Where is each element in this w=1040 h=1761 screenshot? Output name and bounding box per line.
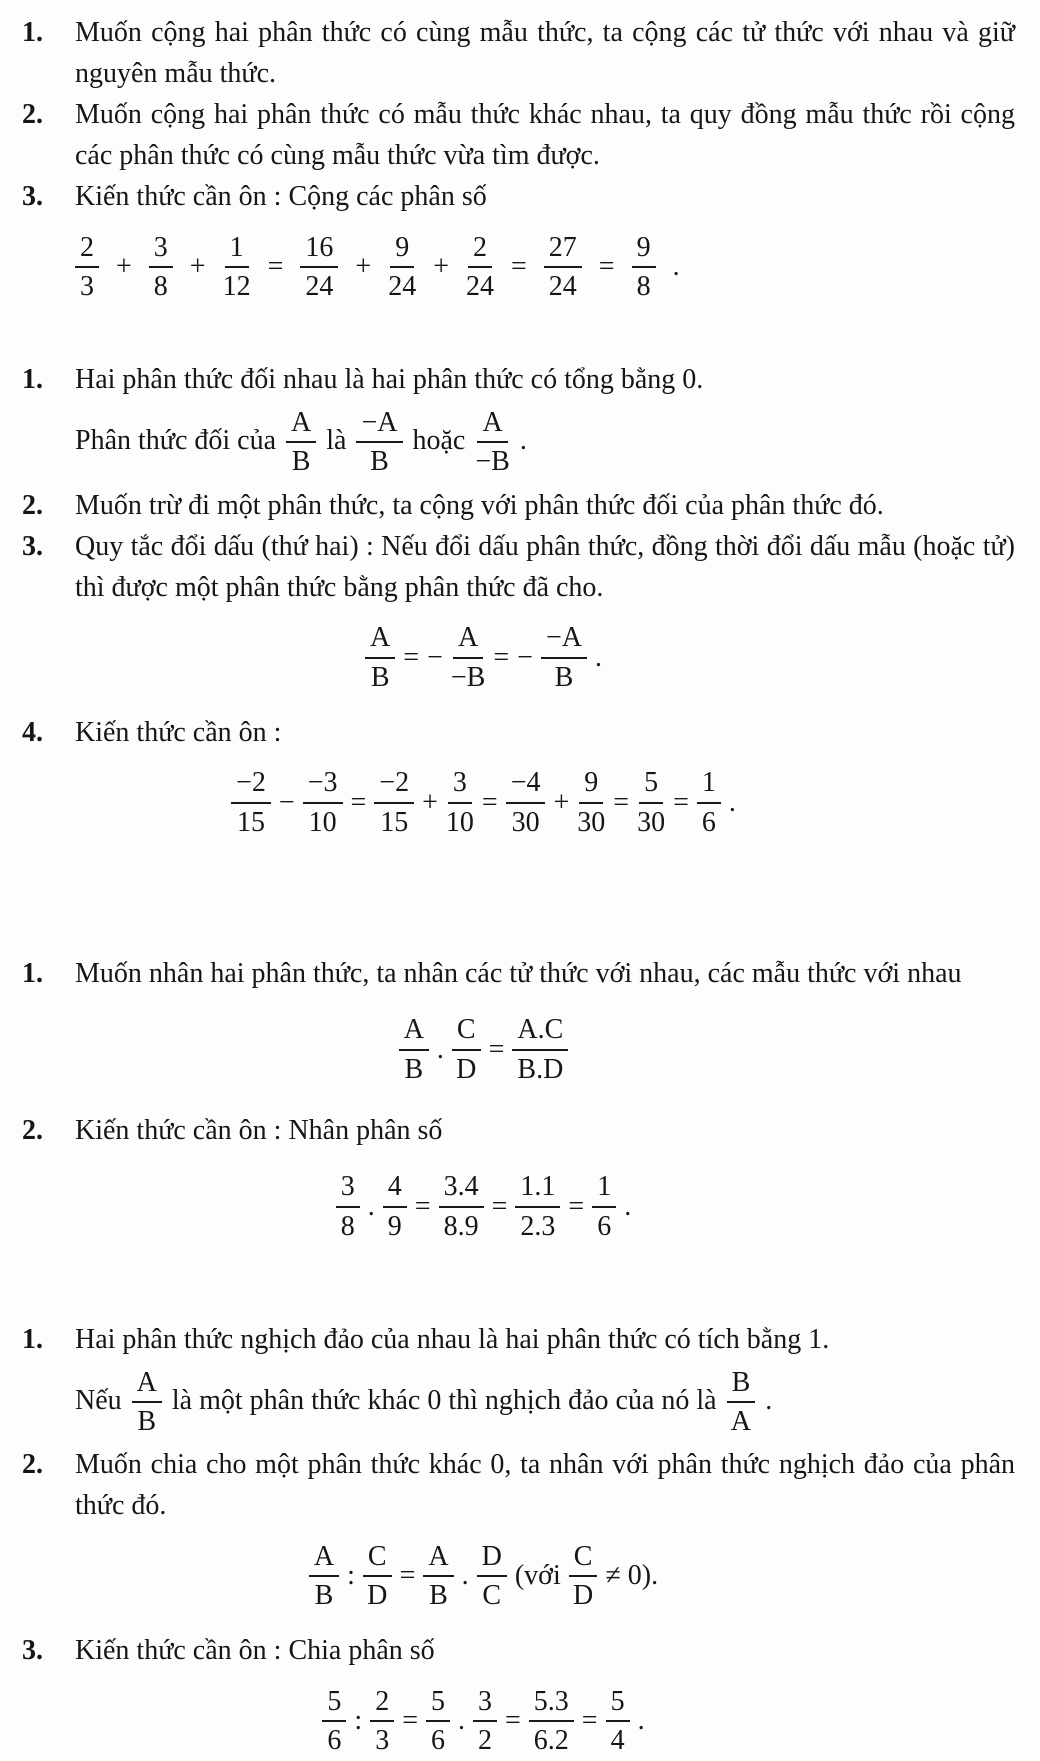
fraction-numerator: 5 — [639, 767, 663, 803]
fraction — [75, 232, 99, 303]
text-run: Muốn chia cho một phân thức khác 0, ta nhân với phân thức nghịch đảo của phân thức đó. — [75, 1449, 1015, 1522]
fraction-numerator: 3.4 — [439, 1171, 484, 1207]
fraction-denominator: B — [404, 1053, 424, 1085]
math-operator: = — [510, 251, 527, 282]
fraction — [439, 1171, 484, 1242]
list-item — [22, 485, 1015, 526]
math-operator: . — [461, 1560, 469, 1592]
section-tru-hai-phan-thuc — [22, 359, 1015, 843]
fraction-denominator: 30 — [577, 806, 606, 838]
fraction-numerator: 1.1 — [515, 1171, 560, 1207]
fraction-numerator: 5 — [426, 1686, 450, 1722]
fraction-denominator: 8 — [340, 1210, 355, 1242]
item-number: 2. — [22, 99, 43, 130]
fraction — [632, 232, 656, 303]
fraction-numerator: A — [309, 1541, 339, 1577]
fraction-numerator: −2 — [374, 767, 414, 803]
fraction-denominator: B — [554, 661, 574, 693]
fraction — [132, 1367, 162, 1438]
fraction-numerator: 3 — [336, 1171, 360, 1207]
math-operator: . — [594, 641, 602, 673]
text-run: Muốn trừ đi một phân thức, ta cộng với phân thức đối của phân thức đó. — [75, 489, 884, 521]
item-text — [75, 485, 1015, 526]
fraction-denominator: D — [367, 1580, 388, 1612]
item-text — [75, 176, 1015, 217]
fraction — [374, 767, 414, 838]
text-run: Phân thức đối của — [75, 424, 277, 456]
text-run: Kiến thức cần ôn : Chia phân số — [75, 1635, 435, 1667]
fraction-numerator: 5.3 — [529, 1686, 574, 1722]
fraction-numerator: 9 — [390, 232, 414, 268]
fraction-numerator: 2 — [75, 232, 99, 268]
item-text — [75, 94, 1015, 176]
fraction-denominator: 15 — [380, 806, 409, 838]
math-equation — [22, 1167, 1015, 1247]
fraction-numerator: −A — [541, 622, 587, 658]
fraction-denominator: 2.3 — [520, 1210, 556, 1242]
fraction-numerator: 3 — [448, 767, 472, 803]
item-number: 3. — [22, 181, 43, 212]
fraction — [637, 767, 665, 838]
fraction-numerator: 1 — [225, 232, 249, 268]
fraction — [149, 232, 173, 303]
fraction-denominator: 3 — [375, 1725, 390, 1757]
math-operator: = — [581, 1705, 598, 1737]
math-equation — [22, 1010, 1015, 1090]
fraction — [231, 767, 271, 838]
fraction-denominator: 6 — [327, 1725, 342, 1757]
fraction-numerator: 4 — [383, 1171, 407, 1207]
math-operator: + — [553, 786, 570, 818]
fraction — [529, 1686, 574, 1757]
item-text — [75, 526, 1015, 608]
fraction-numerator: 9 — [579, 767, 603, 803]
fraction-denominator: A — [730, 1406, 752, 1438]
fraction-numerator: C — [452, 1014, 481, 1050]
math-operator: = — [598, 251, 615, 282]
math-equation — [22, 1681, 1015, 1761]
fraction-denominator: 10 — [445, 806, 474, 838]
text-run: Nếu — [75, 1384, 122, 1416]
fraction-numerator: A — [477, 407, 507, 443]
fraction-numerator: 5 — [322, 1686, 346, 1722]
math-equation — [22, 763, 1015, 843]
fraction-numerator: 1 — [697, 767, 721, 803]
text-run: Muốn cộng hai phân thức có cùng mẫu thức, ta cộng các tử thức với nhau và giữ nguyên mẫu thức. — [75, 17, 1015, 89]
fraction-denominator: 24 — [465, 271, 494, 302]
fraction-denominator: B — [429, 1580, 448, 1612]
section-cong-hai-phan-thuc — [22, 12, 1015, 307]
fraction-numerator: 9 — [632, 232, 656, 268]
fraction-denominator: 6 — [701, 806, 716, 838]
list-item-continuation — [22, 1360, 1015, 1445]
section-nhan-hai-phan-thuc — [22, 953, 1015, 1247]
list-item — [22, 359, 1015, 400]
fraction — [223, 232, 251, 303]
text-run: Quy tắc đổi dấu (thứ hai) : Nếu đổi dấu phân thức, đồng thời đổi dấu mẫu (hoặc tử) thì được một phân thức bằng phân thức đã cho. — [75, 530, 1015, 603]
item-text — [75, 1110, 1015, 1151]
fraction-numerator: A — [132, 1367, 162, 1403]
math-operator: . — [436, 1033, 444, 1065]
item-text — [75, 1444, 1015, 1526]
fraction — [356, 407, 402, 478]
fraction-denominator: 8.9 — [443, 1210, 479, 1242]
math-operator: + — [116, 251, 132, 282]
list-item — [22, 94, 1015, 176]
math-operator: . — [457, 1705, 465, 1737]
fraction-numerator: 5 — [606, 1686, 630, 1722]
item-text — [75, 1319, 1015, 1360]
fraction-numerator: 2 — [468, 232, 492, 268]
text-run: Hai phân thức đối nhau là hai phân thức có tổng bằng 0. — [75, 364, 704, 395]
text-run: Hai phân thức nghịch đảo của nhau là hai phân thức có tích bằng 1. — [75, 1323, 830, 1355]
fraction — [506, 767, 546, 838]
math-operator: . — [637, 1705, 645, 1737]
math-operator: = — [491, 1190, 508, 1222]
math-operator: . — [624, 1190, 632, 1222]
fraction-denominator: 30 — [511, 806, 540, 838]
fraction-numerator: −3 — [303, 767, 343, 803]
text-run: (với — [514, 1560, 561, 1592]
math-operator: − — [278, 786, 295, 818]
math-operator: : — [354, 1705, 363, 1737]
text-run: . — [519, 424, 527, 456]
fraction-denominator: 8 — [153, 271, 168, 302]
fraction-numerator: C — [569, 1541, 598, 1577]
fraction-numerator: −4 — [506, 767, 546, 803]
fraction — [446, 767, 474, 838]
list-item — [22, 526, 1015, 608]
fraction-denominator: 24 — [548, 271, 577, 302]
math-operator: + — [189, 251, 206, 282]
list-item — [22, 1444, 1015, 1526]
math-operator: = — [488, 1033, 505, 1065]
math-equation — [22, 227, 1015, 307]
fraction-numerator: A — [286, 407, 316, 443]
fraction — [286, 407, 316, 478]
text-run: là một phân thức khác 0 thì nghịch đảo của nó là — [171, 1384, 717, 1416]
math-operator: = — [481, 786, 498, 818]
fraction-numerator: A — [423, 1541, 453, 1577]
list-item — [22, 712, 1015, 753]
item-number: 2. — [22, 489, 43, 521]
math-operator: . — [672, 251, 680, 282]
fraction — [336, 1171, 360, 1242]
fraction-numerator: 3 — [473, 1686, 497, 1722]
fraction — [426, 1686, 450, 1757]
math-operator: . — [367, 1190, 375, 1222]
list-item — [22, 953, 1015, 994]
fraction — [515, 1171, 560, 1242]
item-number: 1. — [22, 957, 43, 989]
text-run: Kiến thức cần ôn : — [75, 716, 282, 748]
fraction-denominator: 4 — [610, 1725, 625, 1757]
item-number: 3. — [22, 530, 43, 562]
fraction-denominator: B — [370, 661, 390, 693]
fraction-numerator: B — [727, 1367, 756, 1403]
fraction-denominator: 2 — [477, 1725, 492, 1757]
fraction-numerator: A — [453, 622, 483, 658]
item-number: 3. — [22, 1635, 43, 1667]
math-operator: = — [568, 1190, 585, 1222]
fraction — [697, 767, 721, 838]
fraction — [300, 232, 338, 303]
math-operator: = — [673, 786, 689, 818]
fraction — [577, 767, 605, 838]
fraction-denominator: B — [137, 1406, 157, 1438]
math-operator: + — [355, 251, 372, 282]
fraction-numerator: 27 — [544, 232, 582, 268]
item-number: 2. — [22, 1449, 43, 1481]
fraction — [383, 1171, 407, 1242]
item-text — [75, 400, 1015, 485]
fraction — [452, 1014, 481, 1085]
item-text — [75, 712, 1015, 753]
fraction-denominator: 15 — [237, 806, 265, 838]
fraction-numerator: D — [477, 1541, 507, 1577]
fraction — [606, 1686, 630, 1757]
text-run: là — [326, 424, 347, 456]
item-text — [75, 1360, 1015, 1445]
math-operator: ≠ 0). — [605, 1560, 659, 1592]
math-operator: = — [414, 1190, 431, 1222]
fraction — [309, 1541, 339, 1612]
fraction-denominator: D — [572, 1580, 594, 1612]
fraction — [477, 1541, 507, 1612]
fraction — [365, 622, 395, 693]
math-operator: + — [422, 786, 438, 818]
fraction-denominator: 8 — [636, 271, 651, 302]
fraction — [423, 1541, 453, 1612]
text-run: Muốn cộng hai phân thức có mẫu thức khác nhau, ta quy đồng mẫu thức rồi cộng các phân thức có cùng mẫu thức vừa tìm được. — [75, 99, 1015, 171]
fraction-denominator: 24 — [305, 271, 334, 302]
section-chia-hai-phan-thuc — [22, 1319, 1015, 1761]
list-item — [22, 1110, 1015, 1151]
fraction — [466, 232, 494, 303]
list-item — [22, 176, 1015, 217]
math-operator: = — [402, 1705, 418, 1737]
fraction-denominator: B — [291, 446, 311, 478]
list-item — [22, 1319, 1015, 1360]
item-number: 1. — [22, 364, 43, 395]
fraction — [544, 232, 582, 303]
item-text — [75, 12, 1015, 94]
fraction — [475, 407, 509, 478]
item-number: 1. — [22, 1323, 43, 1355]
fraction-denominator: B.D — [517, 1053, 564, 1085]
math-operator: = — [267, 251, 284, 282]
fraction-numerator: −A — [356, 407, 402, 443]
math-operator: = — [350, 786, 367, 818]
fraction-numerator: −2 — [231, 767, 271, 803]
fraction-denominator: D — [456, 1053, 477, 1085]
fraction — [363, 1541, 392, 1612]
fraction-denominator: 24 — [388, 271, 417, 302]
fraction-numerator: A.C — [512, 1014, 568, 1050]
math-operator: − — [427, 641, 443, 673]
fraction — [512, 1014, 568, 1085]
math-operator: = — [493, 641, 510, 673]
item-number: 4. — [22, 716, 43, 748]
item-text — [75, 953, 1015, 994]
fraction-denominator: B — [370, 446, 389, 478]
fraction-denominator: B — [314, 1580, 334, 1612]
fraction-denominator: 6 — [430, 1725, 445, 1757]
math-equation — [22, 618, 1015, 698]
fraction-numerator: 1 — [592, 1171, 616, 1207]
fraction — [370, 1686, 394, 1757]
fraction-numerator: A — [365, 622, 395, 658]
fraction-denominator: −B — [475, 446, 510, 478]
fraction — [727, 1367, 756, 1438]
list-item-continuation — [22, 400, 1015, 485]
math-operator: . — [728, 786, 736, 818]
fraction — [388, 232, 416, 303]
fraction-denominator: 6.2 — [533, 1725, 569, 1757]
fraction-denominator: 6 — [597, 1210, 612, 1242]
math-operator: = — [403, 641, 420, 673]
fraction-numerator: 2 — [370, 1686, 394, 1722]
fraction — [322, 1686, 346, 1757]
fraction-numerator: 3 — [149, 232, 173, 268]
math-operator: = — [504, 1705, 521, 1737]
fraction-denominator: 10 — [308, 806, 337, 838]
fraction — [569, 1541, 598, 1612]
fraction-denominator: 30 — [637, 806, 666, 838]
fraction — [303, 767, 343, 838]
fraction-numerator: 16 — [300, 232, 338, 268]
fraction-numerator: C — [363, 1541, 392, 1577]
fraction — [473, 1686, 497, 1757]
fraction — [541, 622, 587, 693]
fraction-denominator: −B — [450, 661, 486, 693]
math-operator: − — [517, 641, 533, 673]
item-number: 1. — [22, 17, 43, 48]
fraction-denominator: 3 — [80, 271, 94, 302]
list-item — [22, 12, 1015, 94]
item-text — [75, 1630, 1015, 1671]
text-run: Kiến thức cần ôn : Cộng các phân số — [75, 181, 487, 212]
math-operator: = — [613, 786, 630, 818]
text-run: . — [765, 1384, 773, 1416]
math-operator: = — [399, 1560, 416, 1592]
list-item — [22, 1630, 1015, 1671]
fraction-denominator: 12 — [222, 271, 251, 302]
fraction — [451, 622, 485, 693]
item-number: 2. — [22, 1114, 43, 1146]
math-equation — [22, 1536, 1015, 1616]
fraction-denominator: 9 — [387, 1210, 402, 1242]
fraction-numerator: A — [399, 1014, 429, 1050]
math-operator: + — [433, 251, 449, 282]
fraction-denominator: C — [482, 1580, 502, 1612]
text-run: hoặc — [412, 424, 466, 456]
text-run: Muốn nhân hai phân thức, ta nhân các tử thức với nhau, các mẫu thức với nhau — [75, 957, 962, 989]
text-run: Kiến thức cần ôn : Nhân phân số — [75, 1114, 443, 1146]
item-text — [75, 359, 1015, 400]
math-operator: : — [347, 1560, 355, 1592]
fraction — [592, 1171, 616, 1242]
fraction — [399, 1014, 429, 1085]
